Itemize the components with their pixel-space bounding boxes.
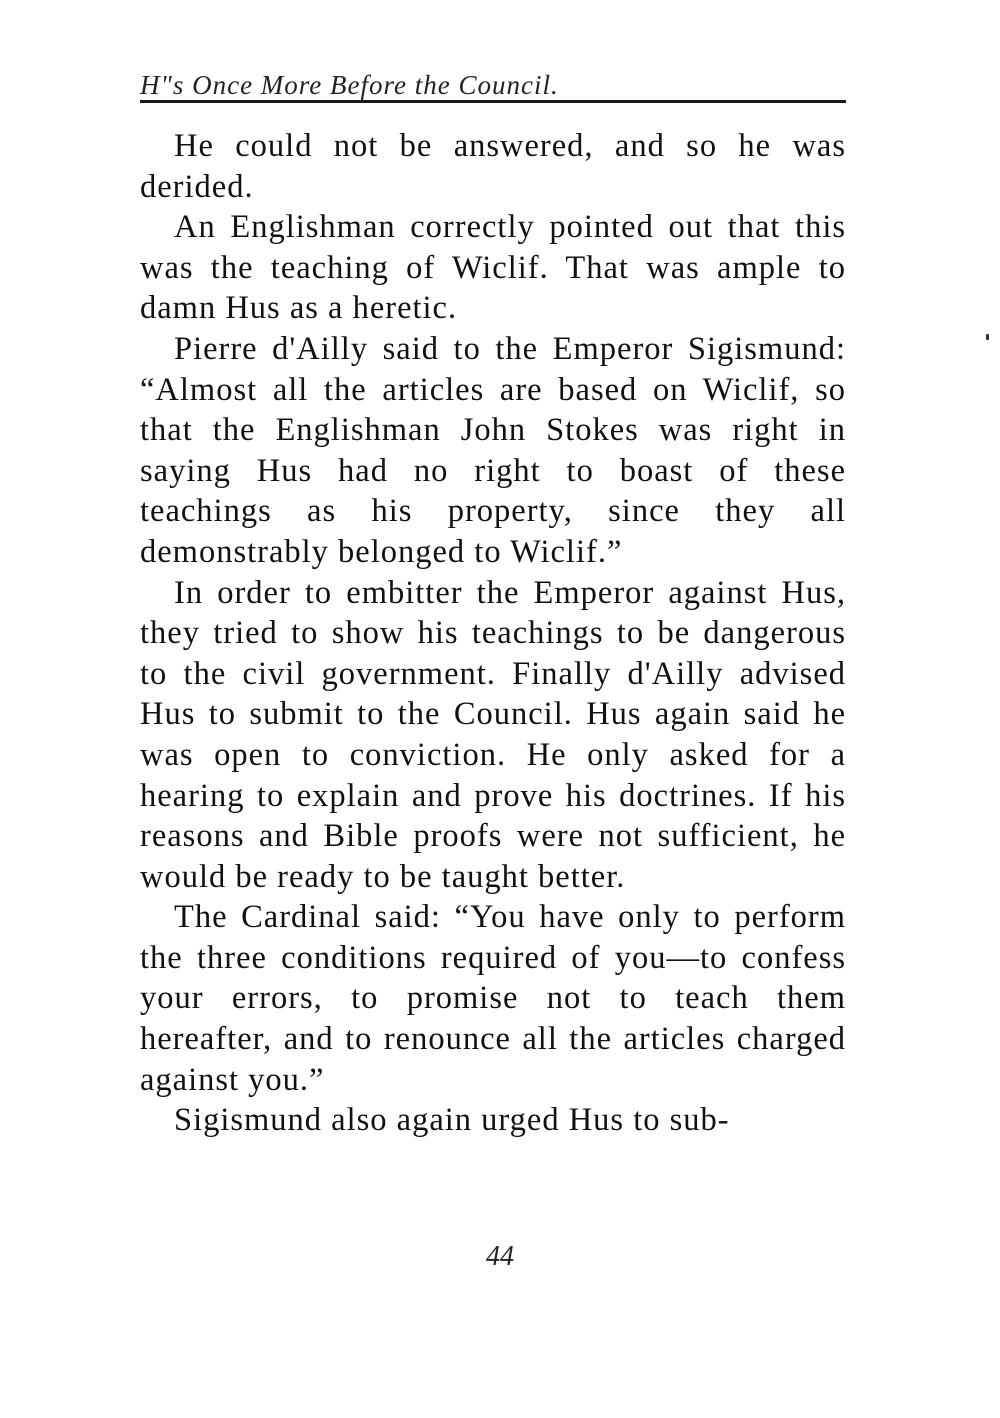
paragraph: The Cardinal said: “You have only to perform the three conditions required of you—to confess your errors, to promise not to teach them hereafter, and to renounce all the articles charged against you.”: [140, 899, 846, 1098]
page-number: 44: [486, 1241, 514, 1272]
paragraph: He could not be answered, and so he was derided.: [140, 128, 846, 205]
running-head: H"s Once More Before the Council.: [140, 70, 559, 100]
paragraph: In order to embitter the Emperor against Hus, they tried to show his teachings to be dangerous to the civil government. Finally d'Ailly advised Hus to submit to the Council. Hus again said he was open to conviction. He only asked for a hearing to explain and prove his doctrines. If his reasons and Bible proofs were not sufficient, he would be ready to be taught better.: [140, 574, 846, 895]
paragraph: Pierre d'Ailly said to the Emperor Sigismund: “Almost all the articles are based on Wiclif, so that the Englishman John Stokes was right in saying Hus had no right to boast of these teachings as his property, since they all demonstrably belonged to Wiclif.”: [140, 330, 846, 570]
header-rule: [140, 100, 846, 103]
paragraph: An Englishman correctly pointed out that this was the teaching of Wiclif. That was ample to damn Hus as a heretic.: [140, 209, 846, 327]
body-text: [140, 126, 846, 1141]
paragraph: Sigismund also again urged Hus to sub-: [174, 1102, 730, 1139]
margin-speck: [986, 334, 989, 340]
